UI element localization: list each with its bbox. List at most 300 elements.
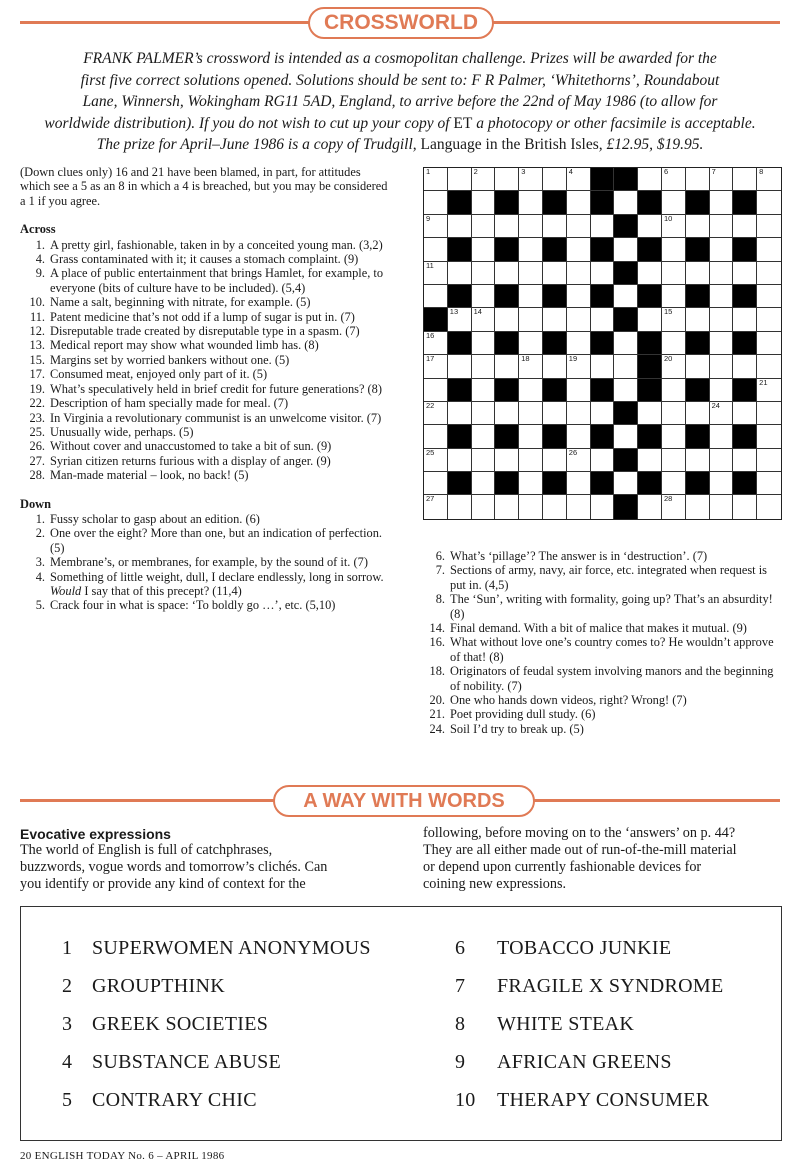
grid-cell[interactable] (567, 425, 591, 448)
grid-cell[interactable] (424, 495, 448, 518)
clues-left-column (20, 165, 392, 613)
clue-item: 7. Sections of army, navy, air force, etc. integrated when request is put in. (4,5) (435, 563, 767, 592)
grid-block (543, 472, 567, 495)
grid-block (591, 238, 615, 261)
grid-cell[interactable] (710, 425, 734, 448)
grid-cell[interactable] (543, 449, 567, 472)
grid-block (495, 238, 519, 261)
clue-item: 2. One over the eight? More than one, but an indication of perfection. (5) (35, 526, 383, 555)
intro-line: The prize for April–June 1986 is a copy of Trudgill, Language in the British Isles, £12.95, $19.95. (96, 136, 704, 153)
grid-cell[interactable] (519, 332, 543, 355)
grid-block (591, 191, 615, 214)
grid-block (495, 191, 519, 214)
grid-number: 13 (449, 307, 459, 317)
grid-block (686, 332, 710, 355)
grid-block (638, 379, 662, 402)
crossworld-title: CROSSWORLD (324, 11, 478, 34)
grid-cell[interactable] (686, 495, 710, 518)
grid-cell[interactable] (424, 472, 448, 495)
grid-cell[interactable] (757, 402, 781, 425)
grid-cell[interactable] (543, 402, 567, 425)
clue-item: 10. Name a salt, beginning with nitrate, for example. (5) (29, 295, 311, 310)
grid-cell[interactable] (495, 449, 519, 472)
grid-cell[interactable] (519, 425, 543, 448)
clue-item: 18. Originators of feudal system involving manors and the beginning of nobility. (7) (429, 664, 774, 693)
grid-cell[interactable] (519, 308, 543, 331)
grid-cell[interactable] (757, 379, 781, 402)
grid-block (733, 379, 757, 402)
grid-cell[interactable] (495, 215, 519, 238)
grid-cell[interactable] (733, 308, 757, 331)
grid-block (591, 285, 615, 308)
grid-number: 9 (426, 213, 431, 223)
grid-cell[interactable] (472, 285, 496, 308)
grid-number: 18 (521, 354, 530, 364)
grid-cell[interactable] (495, 495, 519, 518)
grid-cell[interactable] (519, 402, 543, 425)
grid-cell[interactable] (614, 355, 638, 378)
grid-number: 3 (521, 167, 526, 176)
clue-item: 6. What’s ‘pillage’? The answer is in ‘destruction’. (7) (435, 549, 708, 563)
grid-cell[interactable] (710, 168, 734, 191)
grid-cell[interactable] (733, 215, 757, 238)
grid-cell[interactable] (519, 191, 543, 214)
grid-cell[interactable] (662, 168, 686, 191)
grid-number: 24 (711, 400, 720, 410)
grid-cell[interactable] (710, 449, 734, 472)
words-rule-left (20, 799, 276, 802)
grid-cell[interactable] (495, 308, 519, 331)
expression-item: 5 CONTRARY CHIC (62, 1089, 257, 1111)
grid-block (543, 425, 567, 448)
grid-cell[interactable] (757, 449, 781, 472)
grid-cell[interactable] (543, 215, 567, 238)
grid-block (614, 449, 638, 472)
expression-item: 3 GREEK SOCIETIES (62, 1013, 269, 1035)
grid-block (733, 285, 757, 308)
grid-cell[interactable] (710, 332, 734, 355)
grid-block (448, 472, 472, 495)
grid-cell[interactable] (662, 425, 686, 448)
grid-cell[interactable] (472, 262, 496, 285)
grid-cell[interactable] (591, 355, 615, 378)
grid-number: 16 (426, 330, 435, 340)
grid-cell[interactable] (638, 215, 662, 238)
grid-cell[interactable] (567, 402, 591, 425)
grid-block (733, 191, 757, 214)
grid-cell[interactable] (686, 449, 710, 472)
grid-cell[interactable] (757, 238, 781, 261)
grid-cell[interactable] (424, 402, 448, 425)
grid-cell[interactable] (567, 379, 591, 402)
grid-cell[interactable] (757, 472, 781, 495)
grid-block (686, 191, 710, 214)
grid-block (448, 332, 472, 355)
grid-cell[interactable] (710, 215, 734, 238)
grid-cell[interactable] (757, 425, 781, 448)
grid-cell[interactable] (424, 191, 448, 214)
grid-block (686, 472, 710, 495)
grid-cell[interactable] (567, 262, 591, 285)
grid-number: 19 (568, 354, 578, 364)
grid-cell[interactable] (448, 308, 472, 331)
grid-cell[interactable] (567, 332, 591, 355)
grid-cell[interactable] (686, 262, 710, 285)
grid-cell[interactable] (424, 285, 448, 308)
intro-paragraph (20, 48, 780, 156)
clue-item: 5. Crack four in what is space: ‘To boldly go …’, etc. (5,10) (35, 598, 336, 613)
page-footer: 20 ENGLISH TODAY No. 6 – APRIL 1986 (20, 1150, 225, 1162)
grid-cell[interactable] (710, 308, 734, 331)
grid-cell[interactable] (567, 472, 591, 495)
grid-cell[interactable] (495, 262, 519, 285)
grid-block (614, 262, 638, 285)
grid-cell[interactable] (757, 191, 781, 214)
grid-cell[interactable] (662, 449, 686, 472)
grid-cell[interactable] (757, 495, 781, 518)
grid-cell[interactable] (614, 379, 638, 402)
clue-item: 8. The ‘Sun’, writing with formality, going up? That’s an absurdity! (8) (435, 592, 773, 621)
clue-item: 15. Margins set by worried bankers without one. (5) (29, 352, 290, 367)
grid-block (614, 215, 638, 238)
grid-cell[interactable] (543, 308, 567, 331)
grid-number: 17 (426, 354, 435, 364)
grid-block (638, 238, 662, 261)
grid-cell[interactable] (710, 472, 734, 495)
grid-block (543, 332, 567, 355)
grid-cell[interactable] (519, 168, 543, 191)
down-heading: Down (20, 496, 51, 511)
intro-line: Lane, Winnersh, Wokingham RG11 5AD, England, to arrive before the 22nd of May 1986 (to allow for (82, 93, 718, 110)
grid-cell[interactable] (757, 355, 781, 378)
grid-cell[interactable] (472, 238, 496, 261)
grid-cell[interactable] (448, 168, 472, 191)
across-clue-list (20, 238, 392, 483)
clue-item: 25. Unusually wide, perhaps. (5) (29, 424, 194, 439)
grid-block (733, 425, 757, 448)
grid-cell[interactable] (519, 472, 543, 495)
grid-block (448, 191, 472, 214)
expression-item: 8 WHITE STEAK (455, 1013, 635, 1035)
grid-block (733, 238, 757, 261)
grid-cell[interactable] (638, 449, 662, 472)
grid-cell[interactable] (448, 402, 472, 425)
crossworld-title-badge (308, 7, 494, 39)
grid-block (495, 425, 519, 448)
words-title-badge (273, 785, 535, 817)
grid-number: 27 (426, 494, 435, 504)
grid-number: 8 (759, 167, 764, 176)
grid-number: 4 (568, 167, 573, 176)
grid-number: 1 (426, 167, 431, 176)
grid-cell[interactable] (448, 449, 472, 472)
grid-block (591, 425, 615, 448)
grid-cell[interactable] (733, 495, 757, 518)
grid-cell[interactable] (733, 355, 757, 378)
grid-block (591, 472, 615, 495)
grid-block (686, 379, 710, 402)
expression-item: 9 AFRICAN GREENS (455, 1051, 672, 1073)
grid-number: 25 (426, 447, 435, 457)
header-rule-right (490, 21, 780, 24)
grid-cell[interactable] (710, 379, 734, 402)
grid-cell[interactable] (614, 425, 638, 448)
grid-cell[interactable] (519, 262, 543, 285)
grid-block (591, 379, 615, 402)
grid-cell[interactable] (472, 332, 496, 355)
grid-cell[interactable] (710, 495, 734, 518)
grid-block (733, 332, 757, 355)
grid-cell[interactable] (710, 262, 734, 285)
grid-number: 22 (426, 400, 435, 410)
grid-cell[interactable] (424, 449, 448, 472)
grid-cell[interactable] (448, 495, 472, 518)
grid-cell[interactable] (638, 402, 662, 425)
grid-cell[interactable] (686, 402, 710, 425)
words-text-right: following, before moving on to the ‘answers’ on p. 44? They are all either made out of run-of-the-mill material or depend upon currently fashionable devices for coining new expressions. (423, 825, 737, 892)
grid-cell[interactable] (614, 238, 638, 261)
grid-block (495, 472, 519, 495)
grid-block (733, 472, 757, 495)
grid-cell[interactable] (448, 355, 472, 378)
grid-cell[interactable] (733, 402, 757, 425)
grid-cell[interactable] (662, 215, 686, 238)
grid-block (543, 379, 567, 402)
grid-cell[interactable] (567, 449, 591, 472)
grid-block (543, 191, 567, 214)
clue-item: 1. Fussy scholar to gasp about an edition. (6) (35, 511, 260, 526)
grid-cell[interactable] (662, 495, 686, 518)
grid-number: 28 (663, 494, 673, 504)
grid-cell[interactable] (614, 285, 638, 308)
grid-cell[interactable] (567, 495, 591, 518)
expression-item: 10 THERAPY CONSUMER (455, 1089, 710, 1111)
grid-block (495, 379, 519, 402)
down-clue-list-left (20, 512, 392, 613)
grid-cell[interactable] (472, 308, 496, 331)
grid-number: 20 (663, 354, 673, 364)
grid-cell[interactable] (733, 262, 757, 285)
grid-cell[interactable] (757, 285, 781, 308)
intro-line: FRANK PALMER’s crossword is intended as a cosmopolitan challenge. Prizes will be awarded for the (83, 50, 717, 67)
grid-cell[interactable] (710, 402, 734, 425)
grid-cell[interactable] (519, 355, 543, 378)
grid-cell[interactable] (710, 285, 734, 308)
clue-item: 14. Final demand. With a bit of malice that makes it mutual. (9) (429, 621, 747, 636)
expression-item: 1 SUPERWOMEN ANONYMOUS (62, 937, 371, 959)
grid-cell[interactable] (567, 191, 591, 214)
grid-cell[interactable] (662, 191, 686, 214)
grid-cell[interactable] (757, 168, 781, 191)
grid-cell[interactable] (733, 168, 757, 191)
grid-cell[interactable] (472, 402, 496, 425)
grid-block (638, 285, 662, 308)
grid-number: 15 (663, 307, 673, 317)
grid-cell[interactable] (686, 355, 710, 378)
grid-cell[interactable] (472, 449, 496, 472)
grid-number: 21 (759, 377, 768, 387)
grid-cell[interactable] (662, 308, 686, 331)
words-title: A WAY WITH WORDS (303, 790, 505, 812)
grid-cell[interactable] (472, 215, 496, 238)
grid-cell[interactable] (424, 215, 448, 238)
grid-cell[interactable] (424, 238, 448, 261)
grid-block (424, 308, 448, 331)
grid-cell[interactable] (567, 308, 591, 331)
clue-item: 12. Disreputable trade created by disreputable type in a spasm. (7) (29, 324, 360, 339)
grid-cell[interactable] (567, 285, 591, 308)
grid-cell[interactable] (424, 168, 448, 191)
grid-cell[interactable] (567, 215, 591, 238)
grid-cell[interactable] (757, 308, 781, 331)
grid-cell[interactable] (472, 191, 496, 214)
grid-block (638, 191, 662, 214)
grid-cell[interactable] (686, 308, 710, 331)
grid-cell[interactable] (448, 215, 472, 238)
grid-cell[interactable] (591, 215, 615, 238)
grid-cell[interactable] (591, 262, 615, 285)
grid-cell[interactable] (614, 472, 638, 495)
grid-cell[interactable] (472, 425, 496, 448)
grid-cell[interactable] (519, 238, 543, 261)
crossword-grid[interactable] (423, 167, 782, 520)
grid-number: 26 (568, 447, 578, 457)
grid-cell[interactable] (424, 355, 448, 378)
grid-block (638, 425, 662, 448)
grid-cell[interactable] (710, 238, 734, 261)
grid-cell[interactable] (662, 332, 686, 355)
grid-cell[interactable] (495, 402, 519, 425)
grid-cell[interactable] (495, 355, 519, 378)
grid-cell[interactable] (686, 168, 710, 191)
grid-block (591, 332, 615, 355)
grid-block (591, 168, 615, 191)
grid-cell[interactable] (472, 355, 496, 378)
grid-cell[interactable] (591, 495, 615, 518)
grid-cell[interactable] (757, 262, 781, 285)
grid-cell[interactable] (519, 495, 543, 518)
grid-cell[interactable] (662, 262, 686, 285)
grid-cell[interactable] (472, 379, 496, 402)
grid-block (614, 495, 638, 518)
grid-block (495, 285, 519, 308)
grid-cell[interactable] (638, 308, 662, 331)
grid-block (495, 332, 519, 355)
grid-block (614, 402, 638, 425)
grid-cell[interactable] (543, 168, 567, 191)
grid-cell[interactable] (662, 379, 686, 402)
grid-cell[interactable] (757, 332, 781, 355)
grid-block (686, 285, 710, 308)
grid-cell[interactable] (614, 191, 638, 214)
words-rule-right (530, 799, 780, 802)
clue-item: 3. Membrane’s, or membranes, for example, by the sound of it. (7) (35, 555, 368, 570)
grid-cell[interactable] (567, 355, 591, 378)
grid-block (638, 355, 662, 378)
grid-cell[interactable] (662, 402, 686, 425)
clue-item: 4. Something of little weight, dull, I declare endlessly, long in sorrow. Would I say that of this precept? (11,4) (35, 569, 384, 598)
grid-cell[interactable] (591, 308, 615, 331)
grid-cell[interactable] (662, 355, 686, 378)
grid-cell[interactable] (519, 215, 543, 238)
grid-cell[interactable] (519, 449, 543, 472)
grid-cell[interactable] (448, 262, 472, 285)
grid-cell[interactable] (543, 495, 567, 518)
grid-cell[interactable] (638, 495, 662, 518)
grid-cell[interactable] (472, 472, 496, 495)
grid-block (686, 238, 710, 261)
grid-number: 2 (473, 167, 478, 176)
intro-line: first five correct solutions opened. Solutions should be sent to: F R Palmer, ‘Whitethorns’, Roundabout (80, 71, 720, 89)
grid-block (448, 379, 472, 402)
grid-cell[interactable] (638, 262, 662, 285)
clue-item: 20. One who hands down videos, right? Wrong! (7) (429, 693, 687, 708)
clue-item: 4. Grass contaminated with it; it causes a stomach complaint. (9) (35, 252, 359, 267)
grid-block (638, 472, 662, 495)
clue-item: 9. A place of public entertainment that brings Hamlet, for example, to everyone (bits of culture have to be included). (5,4) (35, 266, 384, 295)
grid-cell[interactable] (519, 379, 543, 402)
grid-cell[interactable] (662, 472, 686, 495)
grid-cell[interactable] (424, 379, 448, 402)
grid-cell[interactable] (424, 425, 448, 448)
grid-cell[interactable] (638, 168, 662, 191)
across-heading: Across (20, 222, 56, 237)
intro-line: worldwide distribution). If you do not wish to cut up your copy of ET a photocopy or other facsimile is acceptable. (44, 114, 756, 132)
grid-cell[interactable] (614, 332, 638, 355)
grid-cell[interactable] (424, 262, 448, 285)
grid-cell[interactable] (472, 495, 496, 518)
down-clue-list-right (420, 549, 780, 736)
grid-cell[interactable] (495, 168, 519, 191)
grid-block (614, 168, 638, 191)
grid-block (448, 425, 472, 448)
grid-cell[interactable] (662, 238, 686, 261)
expression-item: 6 TOBACCO JUNKIE (455, 937, 672, 959)
grid-cell[interactable] (424, 332, 448, 355)
clue-item: 19. What’s speculatively held in brief credit for future generations? (8) (29, 381, 383, 396)
grid-cell[interactable] (543, 262, 567, 285)
grid-block (614, 308, 638, 331)
grid-number: 10 (663, 213, 673, 223)
grid-cell[interactable] (757, 215, 781, 238)
grid-block (543, 285, 567, 308)
grid-cell[interactable] (686, 215, 710, 238)
clue-item: 13. Medical report may show what wounded limb has. (8) (29, 338, 319, 353)
grid-cell[interactable] (591, 402, 615, 425)
clue-item: 23. In Virginia a revolutionary communist is an unwelcome visitor. (7) (29, 410, 382, 425)
clue-item: 17. Consumed meat, enjoyed only part of it. (5) (29, 367, 268, 382)
clue-item: 27. Syrian citizen returns furious with a display of anger. (9) (29, 453, 331, 468)
grid-cell[interactable] (519, 285, 543, 308)
expression-item: 4 SUBSTANCE ABUSE (62, 1051, 282, 1073)
grid-block (448, 238, 472, 261)
grid-cell[interactable] (543, 355, 567, 378)
clue-item: 24. Soil I’d try to break up. (5) (429, 721, 584, 736)
clue-item: 11. Patent medicine that’s not odd if a lump of sugar is put in. (7) (29, 309, 355, 324)
grid-cell[interactable] (710, 355, 734, 378)
grid-cell[interactable] (733, 449, 757, 472)
grid-cell[interactable] (591, 449, 615, 472)
clue-item: 16. What without love one’s country comes to? He wouldn’t approve of that! (8) (429, 635, 774, 664)
grid-cell[interactable] (567, 168, 591, 191)
clue-item: 1. A pretty girl, fashionable, taken in by a conceited young man. (3,2) (35, 237, 383, 252)
grid-cell[interactable] (662, 285, 686, 308)
grid-number: 7 (711, 167, 716, 176)
grid-number: 11 (426, 260, 434, 270)
grid-cell[interactable] (472, 168, 496, 191)
grid-cell[interactable] (567, 238, 591, 261)
grid-cell[interactable] (710, 191, 734, 214)
